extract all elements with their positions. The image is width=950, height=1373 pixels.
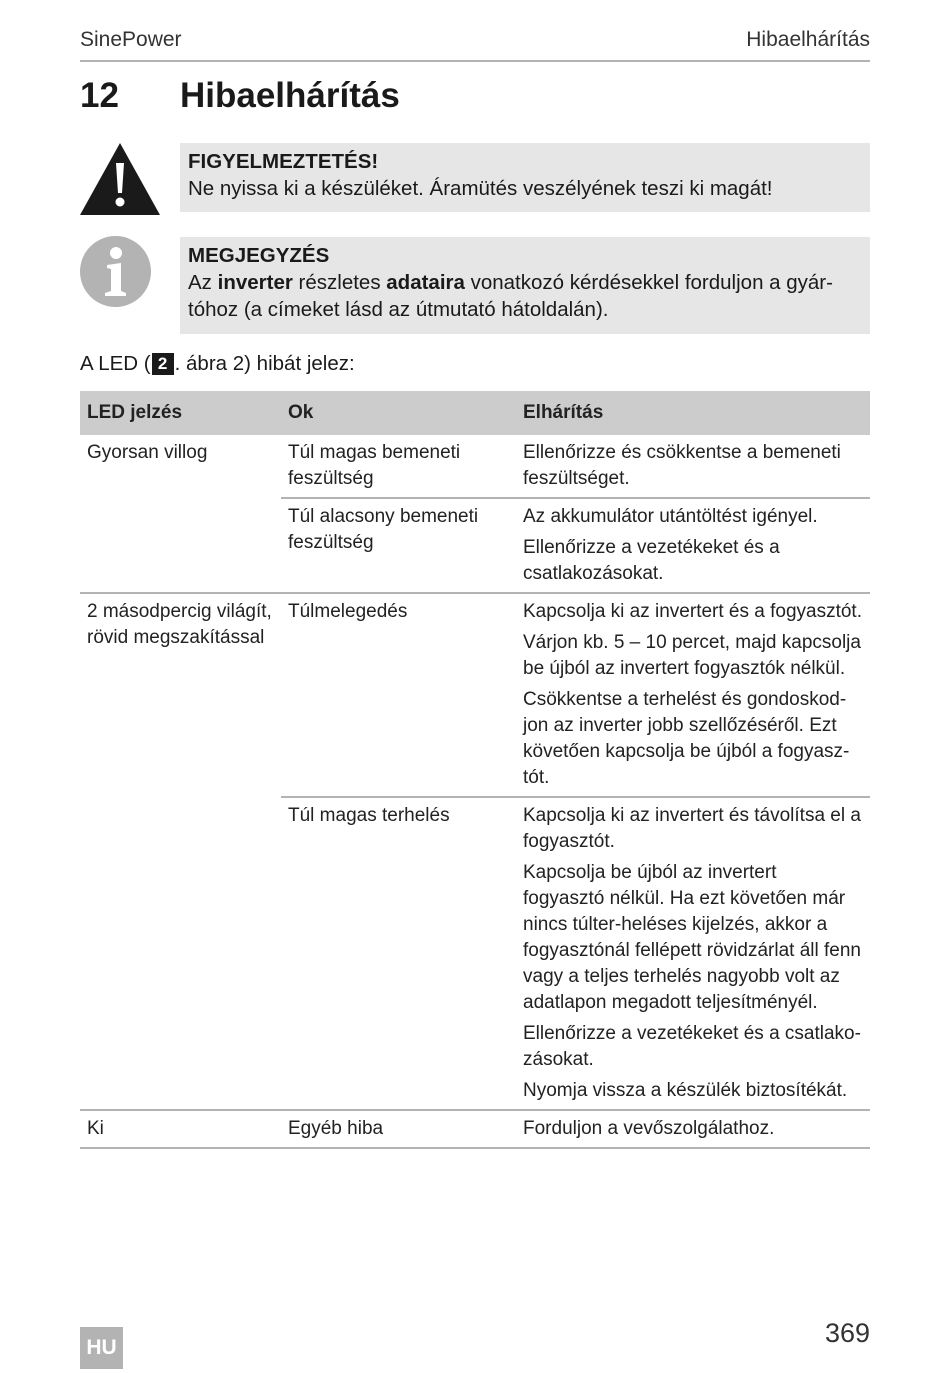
cell-cause: Túlmelegedés xyxy=(281,593,516,797)
table-row xyxy=(80,435,870,498)
troubleshooting-table xyxy=(80,391,870,1149)
cell-cause: Túl magas terhelés xyxy=(281,797,516,1110)
cell-remedy: Az akkumulátor utántöltést igényel. Ellenőrizze a vezetékeket és a csatlakozásokat. xyxy=(516,498,870,593)
header-led-signal: LED jelzés xyxy=(80,391,281,435)
chapter-heading xyxy=(80,76,400,116)
table-header-row xyxy=(80,391,870,435)
cell-signal: Ki xyxy=(80,1110,281,1148)
chapter-title: Hibaelhárítás xyxy=(180,76,400,115)
chapter-number: 12 xyxy=(80,76,119,115)
running-header xyxy=(80,28,870,62)
note-text: Az inverter részletes adataira vonatkozó kérdésekkel forduljon a gyár-tóhoz (a címeket lásd az útmutató hátoldalán). xyxy=(188,271,833,321)
header-product: SinePower xyxy=(80,28,182,51)
cell-remedy: Kapcsolja ki az invertert és a fogyasztót. Várjon kb. 5 – 10 percet, majd kapcsolja be újból az invertert fogyasztók nélkül. Csökkentse a terhelést és gondoskod-jon az inverter jobb szellőzéséről. Ezt követően kapcsolja be újból a fogyasz-tót. xyxy=(516,593,870,797)
cell-remedy: Kapcsolja ki az invertert és távolítsa el a fogyasztót. Kapcsolja be újból az invertert fogyasztó nélkül. Ha ezt követően már nincs túlter-heléses kijelzés, akkor a fogyasztónál fellépett rövidzárlat áll fenn vagy a teljes terhelés nagyobb volt az adatlapon megadott teljesítményél. Ellenőrizze a vezetékeket és a csatlako-zásokat. Nyomja vissza a készülék biztosítékát. xyxy=(516,797,870,1110)
cell-cause: Egyéb hiba xyxy=(281,1110,516,1148)
note-title: MEGJEGYZÉS xyxy=(188,244,330,267)
note-bold-data: adataira xyxy=(386,271,465,294)
cell-cause: Túl magas bemeneti feszültség xyxy=(281,435,516,498)
note-box xyxy=(180,237,870,334)
header-section: Hibaelhárítás xyxy=(746,28,870,51)
cell-signal: 2 másodpercig világít, rövid megszakítással xyxy=(80,593,281,1110)
table-row xyxy=(80,1110,870,1148)
language-badge: HU xyxy=(80,1327,123,1369)
cell-remedy: Ellenőrizze és csökkentse a bemeneti feszültséget. xyxy=(516,435,870,498)
info-icon xyxy=(80,236,151,312)
warning-title: FIGYELMEZTETÉS! xyxy=(188,150,379,173)
warning-triangle-icon xyxy=(80,143,160,220)
table-row xyxy=(80,593,870,797)
led-intro: A LED ( 2 . ábra 2) hibát jelez: xyxy=(80,352,355,375)
figure-ref-badge: 2 xyxy=(152,353,174,375)
cell-signal: Gyorsan villog xyxy=(80,435,281,593)
cell-cause: Túl alacsony bemeneti feszültség xyxy=(281,498,516,593)
warning-text: Ne nyissa ki a készüléket. Áramütés veszélyének teszi ki magát! xyxy=(188,177,773,200)
note-bold-inverter: inverter xyxy=(217,271,293,294)
cell-remedy: Forduljon a vevőszolgálathoz. xyxy=(516,1110,870,1148)
header-cause: Ok xyxy=(281,391,516,435)
page-number: 369 xyxy=(824,1318,870,1348)
header-remedy: Elhárítás xyxy=(516,391,870,435)
warning-box xyxy=(180,143,870,212)
